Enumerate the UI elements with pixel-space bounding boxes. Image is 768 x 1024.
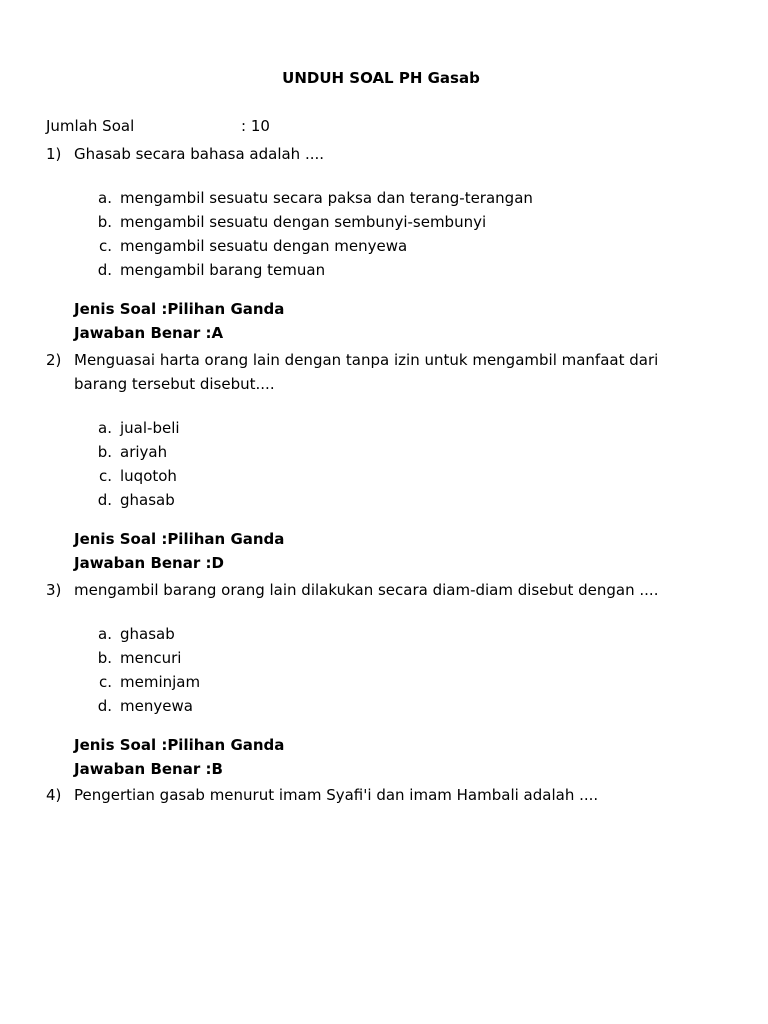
- option-text: mengambil sesuatu secara paksa dan terang-terangan: [120, 189, 533, 207]
- options-list: [90, 186, 686, 282]
- document-title: UNDUH SOAL PH Gasab: [282, 69, 480, 87]
- question-text: mengambil barang orang lain dilakukan secara diam-diam disebut dengan ....: [74, 581, 659, 599]
- option-item: [90, 440, 686, 464]
- question-count-label: Jumlah Soal: [46, 117, 135, 135]
- option-letter: a.: [98, 625, 112, 643]
- option-letter: a.: [98, 419, 112, 437]
- option-text: mengambil sesuatu dengan menyewa: [120, 237, 408, 255]
- option-letter: c.: [98, 467, 112, 485]
- option-text: mencuri: [120, 649, 182, 667]
- option-item: [90, 258, 686, 282]
- options-list: [90, 416, 686, 512]
- option-item: [90, 646, 686, 670]
- option-letter: d.: [97, 261, 112, 279]
- option-letter: d.: [97, 697, 112, 715]
- question-type: Jenis Soal :Pilihan Ganda: [74, 300, 285, 318]
- option-item: [90, 464, 686, 488]
- option-letter: a.: [98, 189, 112, 207]
- option-text: ghasab: [120, 625, 175, 643]
- question-number: 4): [46, 786, 62, 804]
- question-block-3: [46, 578, 686, 781]
- correct-answer: Jawaban Benar :B: [74, 760, 223, 778]
- option-letter: c.: [98, 673, 112, 691]
- question-text: Ghasab secara bahasa adalah ....: [74, 145, 325, 163]
- option-letter: b.: [97, 213, 112, 231]
- question-block-2: [46, 348, 686, 575]
- option-letter: d.: [97, 491, 112, 509]
- question-count-row: [46, 116, 270, 136]
- option-item: [90, 186, 686, 210]
- option-text: mengambil barang temuan: [120, 261, 326, 279]
- options-list: [90, 622, 686, 718]
- question-meta: [74, 733, 686, 781]
- question-number: 2): [46, 351, 62, 369]
- option-item: [90, 670, 686, 694]
- option-text: ariyah: [120, 443, 168, 461]
- option-item: [90, 210, 686, 234]
- option-text: mengambil sesuatu dengan sembunyi-sembunyi: [120, 213, 487, 231]
- option-text: jual-beli: [120, 419, 180, 437]
- question-meta: [74, 527, 686, 575]
- option-letter: b.: [97, 649, 112, 667]
- option-item: [90, 622, 686, 646]
- option-letter: c.: [98, 237, 112, 255]
- question-type: Jenis Soal :Pilihan Ganda: [74, 530, 285, 548]
- option-item: [90, 234, 686, 258]
- question-block-1: [46, 142, 686, 345]
- question-meta: [74, 297, 686, 345]
- question-number: 1): [46, 145, 62, 163]
- option-item: [90, 694, 686, 718]
- question-text: Pengertian gasab menurut imam Syafi'i dan imam Hambali adalah ....: [74, 786, 599, 804]
- question-number: 3): [46, 581, 62, 599]
- option-item: [90, 488, 686, 512]
- question-block-4: [46, 783, 686, 807]
- option-item: [90, 416, 686, 440]
- option-letter: b.: [97, 443, 112, 461]
- option-text: menyewa: [120, 697, 193, 715]
- correct-answer: Jawaban Benar :A: [74, 324, 224, 342]
- question-count-value: : 10: [241, 117, 270, 135]
- option-text: luqotoh: [120, 467, 177, 485]
- correct-answer: Jawaban Benar :D: [74, 554, 224, 572]
- question-text: Menguasai harta orang lain dengan tanpa izin untuk mengambil manfaat dari barang tersebut disebut....: [74, 351, 659, 393]
- option-text: meminjam: [120, 673, 201, 691]
- option-text: ghasab: [120, 491, 175, 509]
- question-type: Jenis Soal :Pilihan Ganda: [74, 736, 285, 754]
